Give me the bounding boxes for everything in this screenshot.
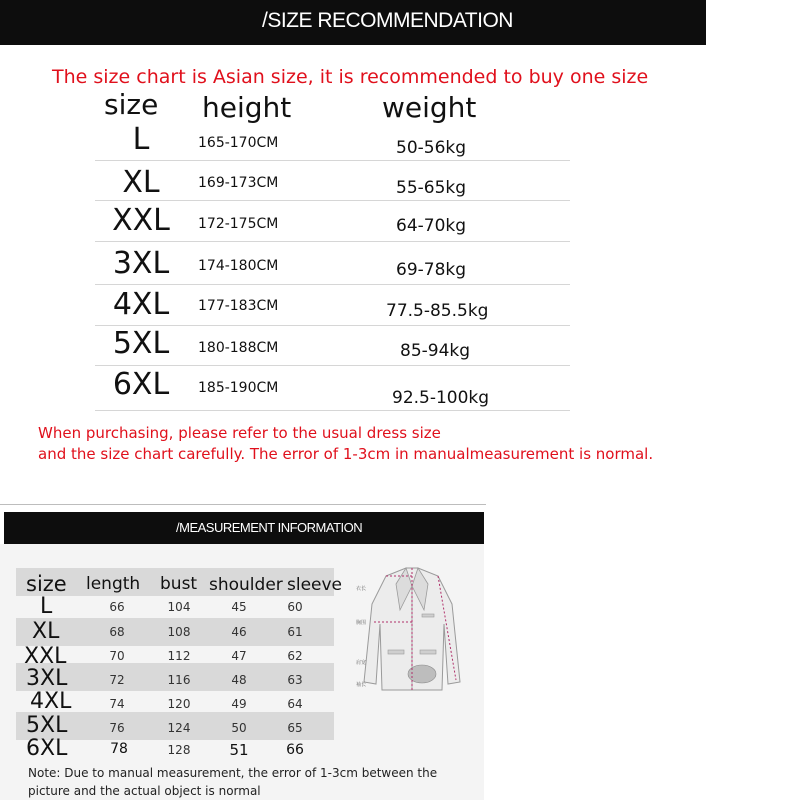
- size-recommendation-banner: [0, 0, 706, 45]
- height-cell: 172-175CM: [198, 216, 279, 232]
- m-shoulder-header: shoulder: [209, 575, 283, 595]
- size-cell: 5XL: [112, 326, 170, 361]
- advice-line-1: When purchasing, please refer to the usual dress size: [38, 424, 441, 442]
- note-line-2: picture and the actual object is normal: [28, 784, 261, 798]
- m-shoulder-cell: 47: [231, 649, 247, 663]
- m-bust-cell: 104: [167, 600, 191, 614]
- measurement-title: /MEASUREMENT INFORMATION: [176, 520, 363, 535]
- chest-pocket: [422, 614, 434, 617]
- m-length-cell: 78: [110, 741, 128, 757]
- m-sleeve-header: sleeve: [287, 575, 343, 595]
- m-shoulder-cell: 51: [229, 741, 249, 759]
- row-divider: [95, 160, 570, 161]
- weight-cell: 85-94kg: [400, 341, 471, 361]
- m-size-header: size: [26, 572, 67, 596]
- m-bust-cell: 128: [167, 743, 191, 757]
- m-sleeve-cell: 65: [287, 721, 303, 735]
- m-length-cell: 72: [109, 673, 125, 687]
- size-cell: XL: [122, 165, 160, 200]
- weight-cell: 55-65kg: [396, 178, 467, 198]
- m-size-cell: 5XL: [26, 713, 68, 738]
- diagram-label: 肩宽: [356, 660, 367, 666]
- size-recommendation-title: /SIZE RECOMMENDATION: [262, 9, 513, 32]
- m-size-cell: XXL: [24, 644, 67, 669]
- m-shoulder-cell: 49: [231, 697, 247, 711]
- row-divider: [95, 365, 570, 366]
- m-sleeve-cell: 62: [287, 649, 303, 663]
- diagram-label: 衣长: [356, 586, 367, 592]
- right-pocket: [420, 650, 436, 654]
- height-cell: 169-173CM: [198, 175, 279, 191]
- size-cell: XXL: [112, 203, 170, 238]
- jacket-diagram: [356, 564, 468, 698]
- m-size-cell: 6XL: [26, 736, 68, 761]
- jacket-illustration: [356, 564, 468, 694]
- m-shoulder-cell: 48: [231, 673, 247, 687]
- measurement-note: [28, 764, 437, 800]
- height-cell: 177-183CM: [198, 298, 279, 314]
- row-divider: [95, 200, 570, 201]
- section-divider: [0, 504, 486, 505]
- m-sleeve-cell: 61: [287, 625, 303, 639]
- row-divider: [95, 241, 570, 242]
- row-divider: [95, 284, 570, 285]
- m-length-cell: 76: [109, 721, 125, 735]
- m-bust-cell: 120: [167, 697, 191, 711]
- m-sleeve-cell: 66: [286, 742, 304, 758]
- m-length-header: length: [86, 574, 141, 594]
- weight-cell: 77.5-85.5kg: [386, 301, 489, 321]
- m-length-cell: 70: [109, 649, 125, 663]
- m-bust-cell: 116: [167, 673, 191, 687]
- m-shoulder-cell: 45: [231, 600, 247, 614]
- m-bust-cell: 108: [167, 625, 191, 639]
- height-header: height: [202, 91, 292, 124]
- m-sleeve-cell: 60: [287, 600, 303, 614]
- weight-cell: 92.5-100kg: [392, 388, 490, 408]
- m-length-cell: 74: [109, 697, 125, 711]
- m-size-cell: L: [40, 594, 53, 619]
- m-length-cell: 66: [109, 600, 125, 614]
- row-divider: [95, 410, 570, 411]
- m-bust-cell: 124: [167, 721, 191, 735]
- size-cell: 6XL: [112, 367, 170, 402]
- m-shoulder-cell: 46: [231, 625, 247, 639]
- m-bust-cell: 112: [167, 649, 191, 663]
- weight-cell: 50-56kg: [396, 138, 467, 158]
- note-line-1: Note: Due to manual measurement, the error of 1-3cm between the: [28, 766, 438, 780]
- height-cell: 174-180CM: [198, 258, 279, 274]
- m-size-cell: XL: [32, 619, 60, 644]
- weight-header: weight: [382, 91, 477, 124]
- weight-cell: 69-78kg: [396, 260, 467, 280]
- size-header: size: [104, 88, 159, 121]
- m-sleeve-cell: 64: [287, 697, 303, 711]
- size-cell: L: [132, 122, 150, 157]
- advice-line-2: and the size chart carefully. The error of 1-3cm in manualmeasurement is normal.: [38, 445, 654, 463]
- m-size-cell: 4XL: [30, 689, 72, 714]
- height-cell: 185-190CM: [198, 380, 279, 396]
- m-shoulder-cell: 50: [231, 721, 247, 735]
- diagram-label: 胸围: [356, 620, 367, 626]
- diagram-label: 袖长: [356, 682, 367, 688]
- left-pocket: [388, 650, 404, 654]
- measurement-banner: [4, 512, 484, 544]
- m-length-cell: 68: [109, 625, 125, 639]
- weight-cell: 64-70kg: [396, 216, 467, 236]
- m-bust-header: bust: [160, 574, 198, 594]
- height-cell: 180-188CM: [198, 340, 279, 356]
- m-size-cell: 3XL: [26, 666, 68, 691]
- size-cell: 3XL: [112, 246, 170, 281]
- asian-size-notice: The size chart is Asian size, it is recommended to buy one size: [52, 66, 649, 88]
- m-sleeve-cell: 63: [287, 673, 303, 687]
- height-cell: 165-170CM: [198, 135, 279, 151]
- size-cell: 4XL: [112, 287, 170, 322]
